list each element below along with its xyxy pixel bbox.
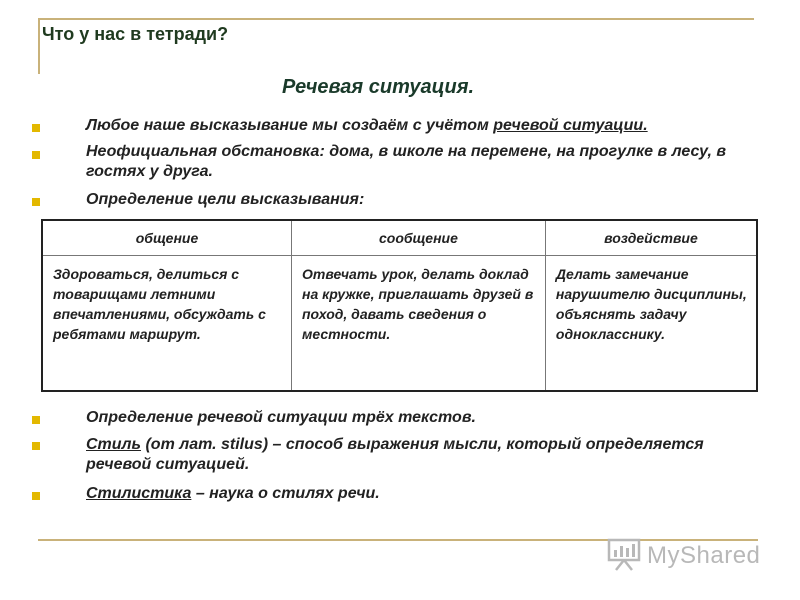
table-header-row	[42, 220, 757, 256]
slide-subtitle: Речевая ситуация.	[282, 76, 475, 98]
top-rule	[38, 18, 754, 20]
table-header-cell: общение	[42, 220, 292, 256]
bullet-item-1	[86, 116, 776, 136]
bullet-marker	[32, 416, 40, 424]
myshared-logo	[606, 536, 766, 576]
bullet-item-2: Неофициальная обстановка: дома, в школе на перемене, на прогулке в лесу, в гостях у друга.	[86, 143, 726, 180]
table-cell: Делать замечание нарушителю дисциплины, объяснять задачу однокласснику.	[545, 256, 757, 392]
bullet-item-6	[86, 484, 776, 504]
bullet-text: (от лат. stilus) – способ выражения мысли, который определяется речевой ситуацией.	[86, 436, 704, 473]
bullet-item-3: Определение цели высказывания:	[86, 191, 365, 208]
page-title: Что у нас в тетради?	[42, 24, 229, 44]
logo-text: MyShared	[647, 542, 761, 569]
table-header-cell: воздействие	[545, 220, 757, 256]
goals-table	[41, 219, 758, 392]
bullet-text: Любое наше высказывание мы создаём с учётом	[86, 117, 494, 134]
left-rule	[38, 18, 40, 74]
bullet-marker	[32, 198, 40, 206]
table-cell: Отвечать урок, делать доклад на кружке, приглашать друзей в поход, давать сведения о местности.	[292, 256, 546, 392]
bullet-marker	[32, 442, 40, 450]
bullet-marker	[32, 492, 40, 500]
bullet-marker	[32, 124, 40, 132]
bullet-item-4: Определение речевой ситуации трёх текстов.	[86, 409, 476, 426]
bullet-underlined-term: Стилистика	[86, 485, 192, 502]
bullet-item-5	[86, 435, 706, 475]
bullet-marker	[32, 151, 40, 159]
bullet-underlined-term: Стиль	[86, 436, 142, 453]
bullet-text: – наука о стилях речи.	[191, 485, 380, 502]
table-header-cell: сообщение	[292, 220, 546, 256]
bullet-underlined-term: речевой ситуации.	[493, 117, 648, 134]
table-row	[42, 256, 757, 392]
presentation-board-icon	[606, 536, 642, 572]
table-cell: Здороваться, делиться с товарищами летними впечатлениями, обсуждать с ребятами маршрут.	[42, 256, 292, 392]
